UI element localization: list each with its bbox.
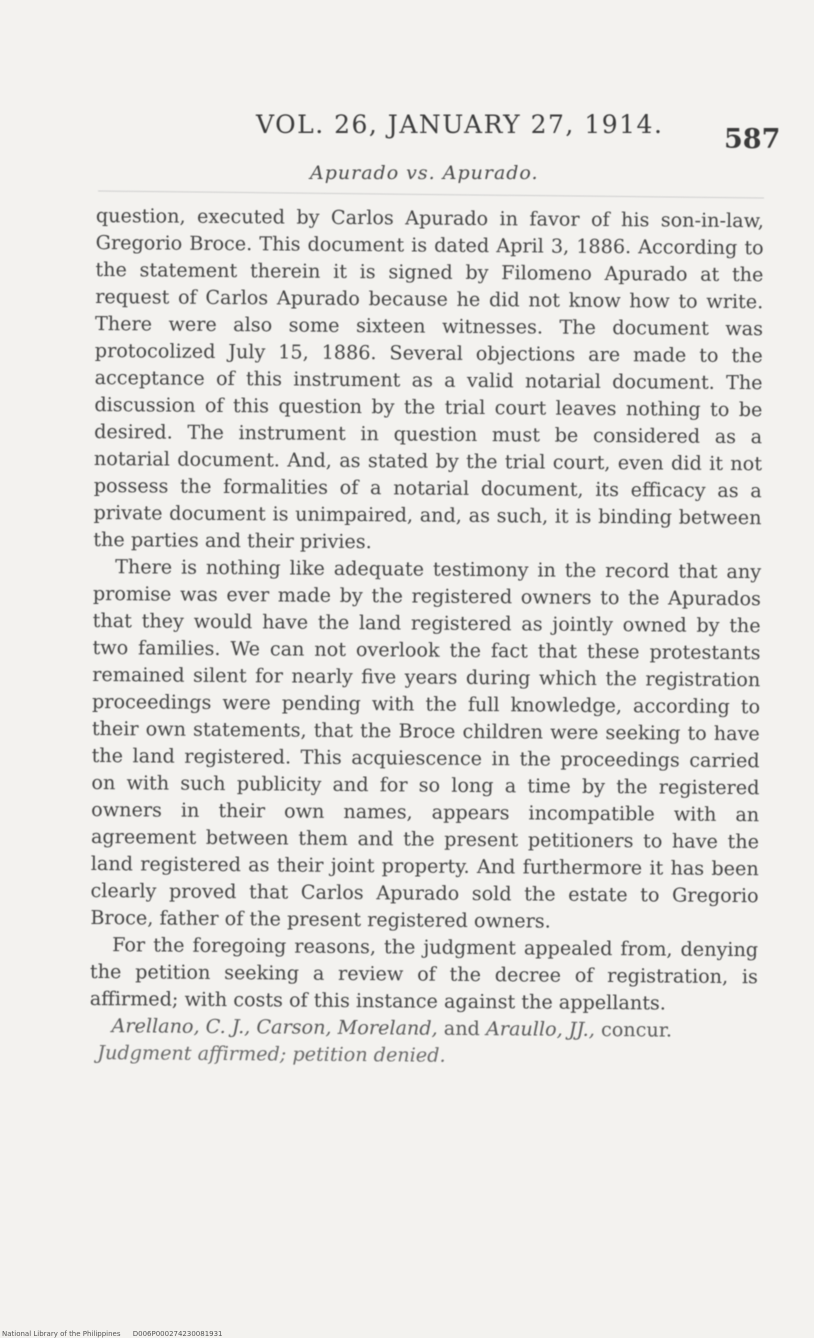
disposition: Judgment affirmed; petition denied.: [97, 1041, 446, 1067]
page-number: 587: [724, 124, 781, 155]
footer-source: National Library of the Philippines: [2, 1330, 121, 1338]
footer-image-id: D006P000274230081931: [132, 1330, 223, 1338]
running-head: VOL. 26, JANUARY 27, 1914.: [256, 110, 664, 139]
scan-footer: [2, 1330, 233, 1338]
case-title: Apurado vs. Apurado.: [310, 162, 539, 184]
concurring-judges: Arellano, C. J., Carson, Moreland,: [111, 1014, 438, 1040]
paragraph: For the foregoing reasons, the judgment appealed from, denying the petition seeking a review of the decree of registration, is affirmed; with costs of this instance against the appellants.: [89, 933, 759, 1015]
paragraph-continued: question, executed by Carlos Apurado in favor of his son-in-law, Gregorio Broce. This document is dated April 3, 1886. According to the statement therein it is signed by Filomeno Apurado at the request of Carlos Apurado because he did not know how to write. There were also some sixteen witnesses. The document was protocolized July 15, 1886. Several objections are made to the acceptance of this instrument as a valid notarial document. The discussion of this question by the trial court leaves nothing to be desired. The instrument in question must be considered as a notarial document. And, as stated by the trial court, even did it not possess the formalities of a notarial document, its efficacy as a private document is unimpaired, and, as such, it is binding between the parties and their privies.: [93, 203, 764, 554]
concurrence-verb: concur.: [600, 1017, 673, 1042]
concurrence-and: and: [437, 1016, 487, 1041]
paragraph: There is nothing like adequate testimony in the record that any promise was ever made by the registered owners to the Apurados that they would have the land registered as jointly owned by the two families. We can not overlook the fact that these protestants remained silent for nearly five years during which the registration proceedings were pending with the full knowledge, according to their own statements, that the Broce children were seeking to have the land registered. This acquiescence in the proceedings carried on with such publicity and for so long a time by the registered owners in their own names, appears incompatible with an agreement between them and the present petitioners to have the land registered as their joint property. And furthermore it has been clearly proved that Carlos Apurado sold the estate to Gregorio Broce, father of the present registered owners.: [90, 555, 762, 933]
header-rule: [98, 191, 764, 199]
opinion-body: [89, 202, 764, 1071]
concurring-judge: Araullo, JJ.,: [485, 1017, 596, 1041]
